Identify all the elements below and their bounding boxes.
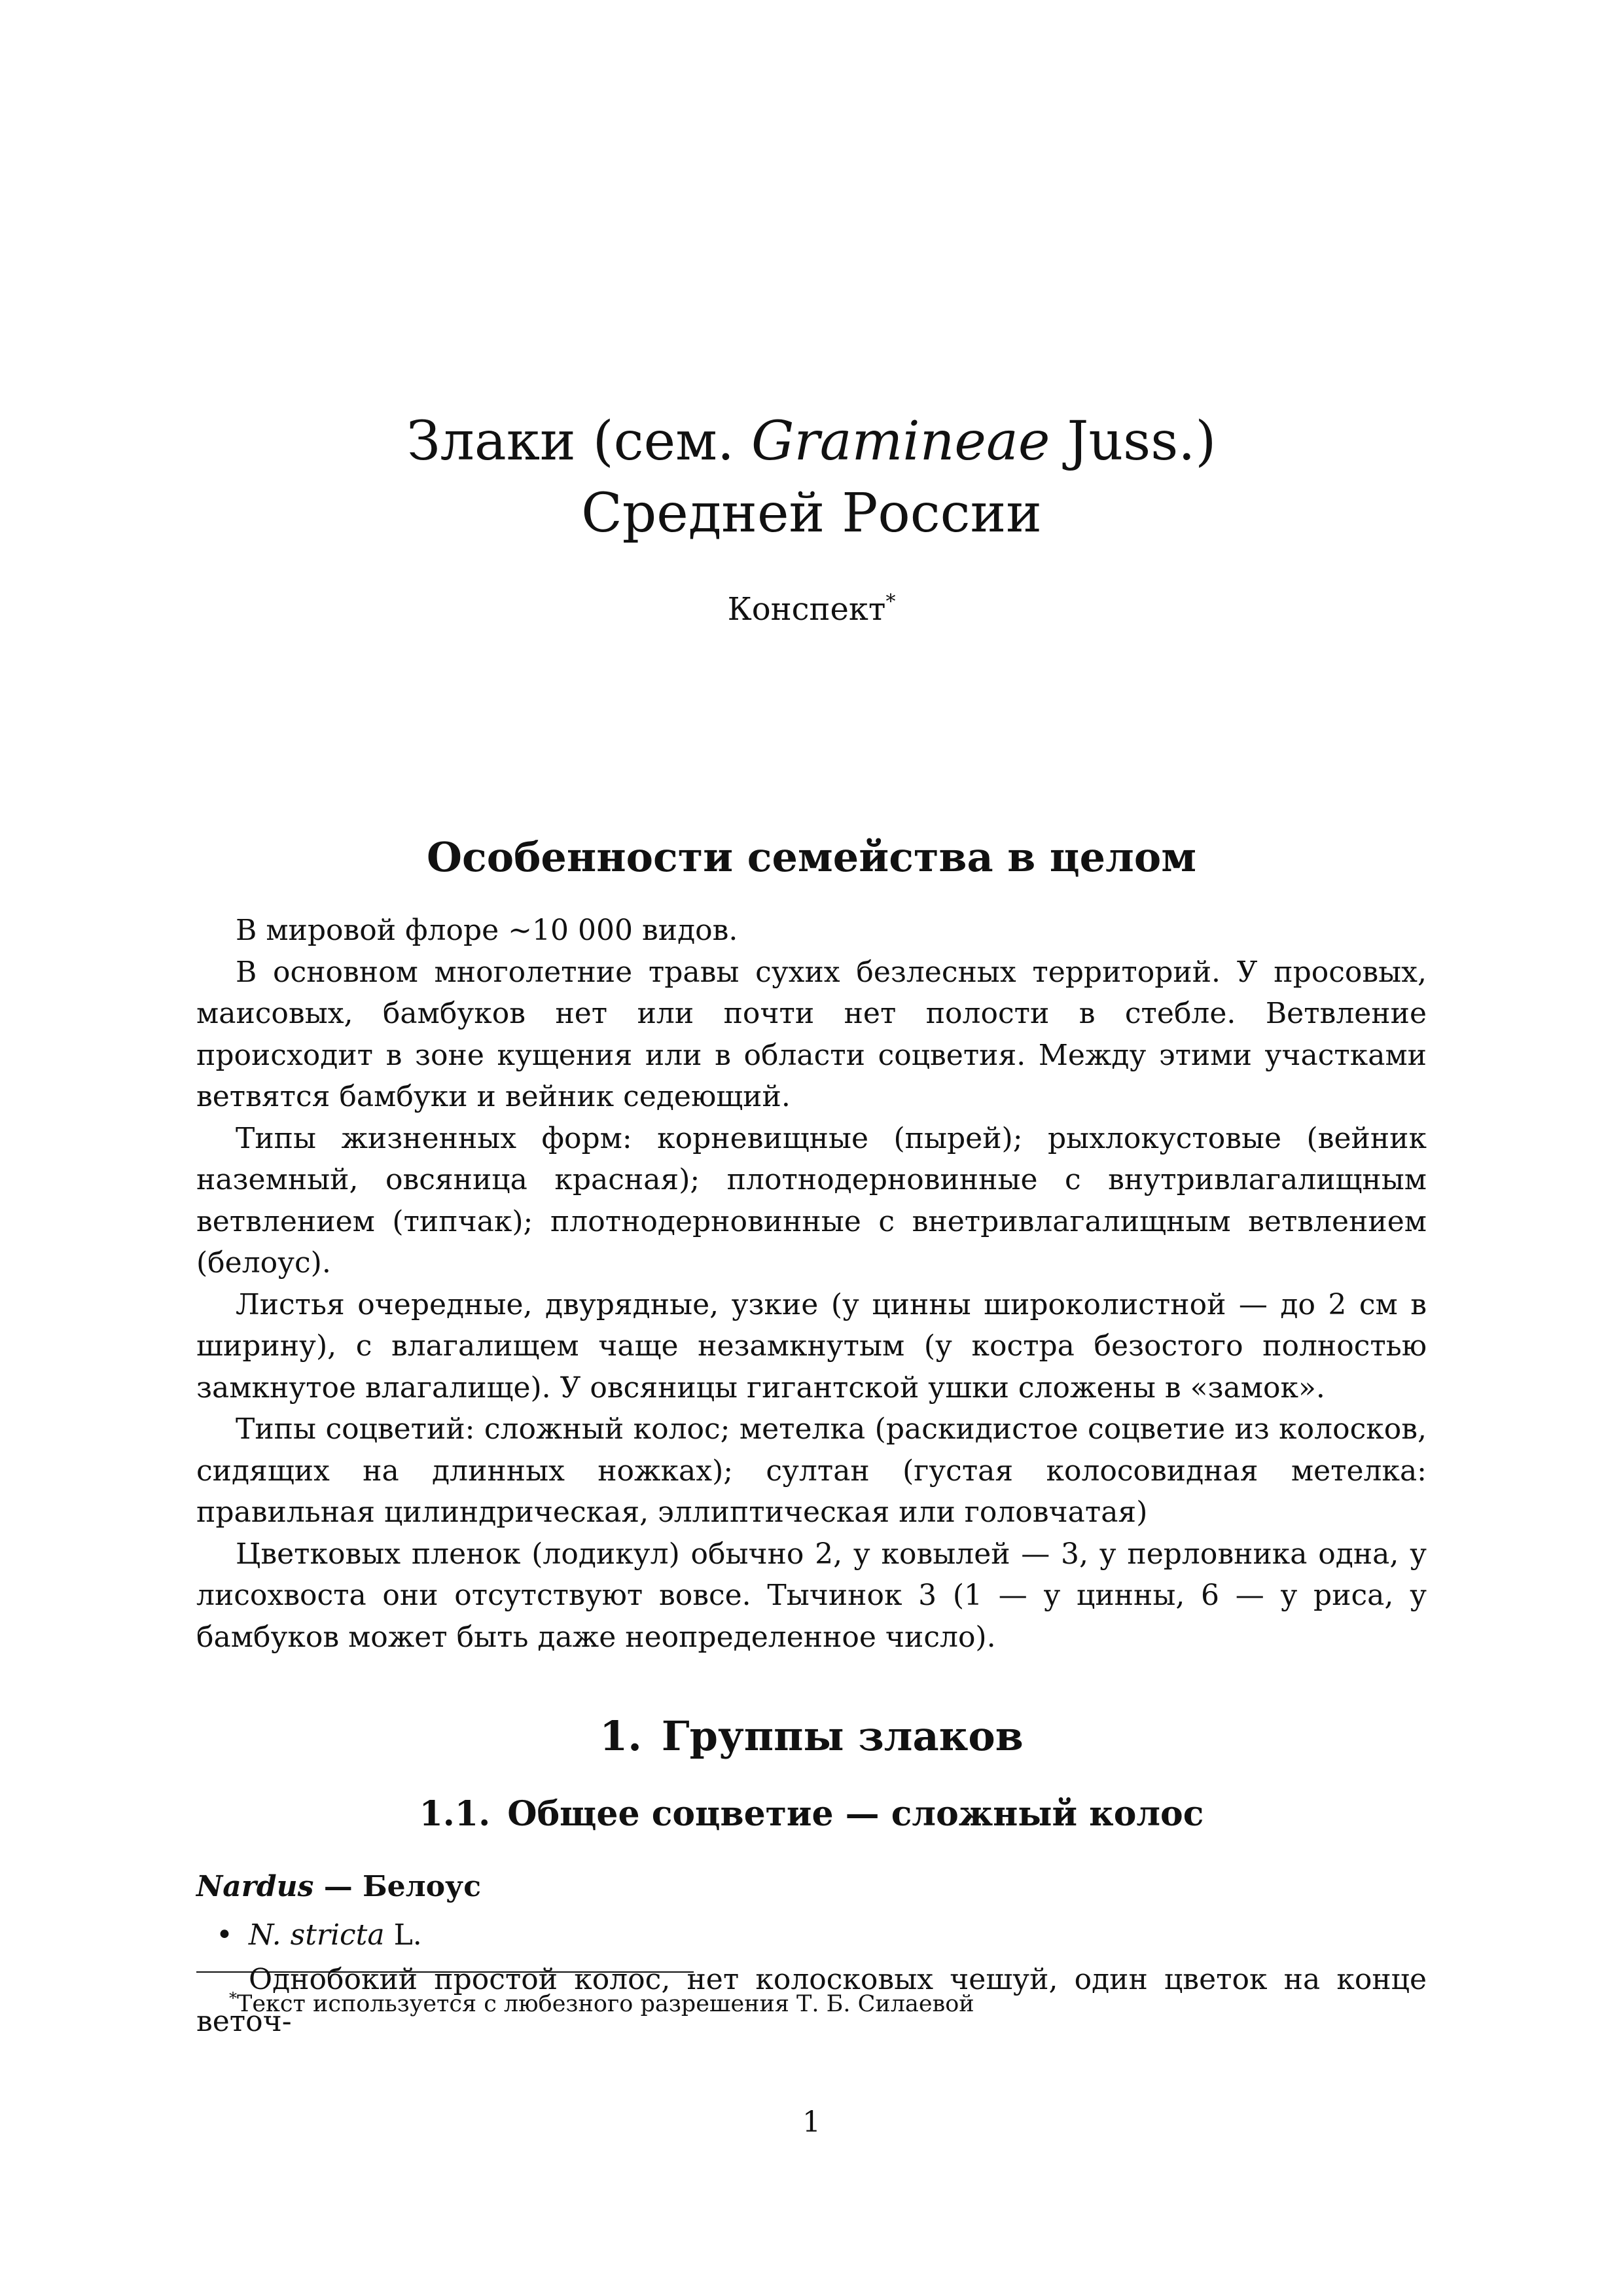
title-block: [0, 406, 1623, 629]
species-latin-name: N. stricta: [249, 1918, 385, 1952]
species-description-text: Однобокий простой колос, нет колосковых чешуй, один цветок на конце веточ-: [196, 1963, 1427, 2038]
species-author: L.: [384, 1918, 422, 1952]
subsection-number: 1.1.: [419, 1794, 491, 1834]
section-heading-family-features: Особенности семейства в целом: [426, 833, 1197, 881]
subsection-heading-compound-spike: [196, 1791, 1427, 1837]
paper-subtitle: [0, 583, 1623, 629]
page-number: 1: [802, 2106, 821, 2139]
title-suffix: Juss.): [1050, 410, 1217, 473]
genus-heading: [196, 1866, 1427, 1908]
subtitle-footnote-mark: *: [885, 590, 896, 613]
species-item: [216, 1914, 1427, 1956]
footnote-text: Текст используется с любезного разрешения Т. Б. Силаевой: [237, 1991, 974, 2017]
subsection-title: Общее соцветие — сложный колос: [507, 1794, 1204, 1834]
title-latin-family: Gramineae: [751, 410, 1050, 473]
genus-russian-name: — Белоус: [313, 1870, 481, 1903]
section-title: Группы злаков: [661, 1712, 1024, 1760]
section-heading-grass-groups: [196, 1710, 1427, 1763]
title-prefix: Злаки (сем.: [406, 410, 752, 473]
footnote-rule: [196, 1971, 694, 1973]
bullet-icon: •: [216, 1918, 233, 1952]
footnote-mark: *: [229, 1989, 237, 2007]
subtitle-text: Конспект: [727, 591, 886, 628]
paper-title-line-2: Средней России: [581, 482, 1042, 545]
paragraph: Цветковых пленок (лодикул) обычно 2, у ковылей — 3, у перловника одна, у лисохвоста они отсутствуют вовсе. Тычинок 3 (1 — у цинны, 6 — у риса, у бамбуков может быть даже неопределенное число).: [196, 1537, 1427, 1654]
paragraph: Листья очередные, двурядные, узкие (у цинны широколистной — до 2 см в ширину), с влагалищем чаще незамкнутым (у костра безостого полностью замкнутое влагалище). У овсяницы гигантской ушки сложены в «замок».: [196, 1287, 1427, 1405]
genus-latin-name: Nardus: [196, 1870, 314, 1903]
paragraph: В основном многолетние травы сухих безлесных территорий. У просовых, маисовых, бамбуков нет или почти нет полости в стебле. Ветвление происходит в зоне кущения или в области соцветия. Между этими участками ветвятся бамбуки и вейник седеющий.: [196, 955, 1427, 1113]
main-content: [196, 831, 1427, 2043]
paragraph: В мировой флоре ∼10 000 видов.: [236, 914, 738, 947]
paper-title-line-1: [0, 406, 1623, 478]
paragraph: Типы жизненных форм: корневищные (пырей); рыхлокустовые (вейник наземный, овсяница красная); плотнодерновинные с внутривлагалищным ветвлением (типчак); плотнодерновинные с внетривлагалищным ветвлением (белоус).: [196, 1121, 1427, 1280]
section-number: 1.: [599, 1712, 642, 1760]
paragraph: Типы соцветий: сложный колос; метелка (раскидистое соцветие из колосков, сидящих на длинных ножках); султан (густая колосовидная метелка: правильная цилиндрическая, эллиптическая или головчатая): [196, 1412, 1427, 1529]
footnote: [196, 1983, 974, 2019]
